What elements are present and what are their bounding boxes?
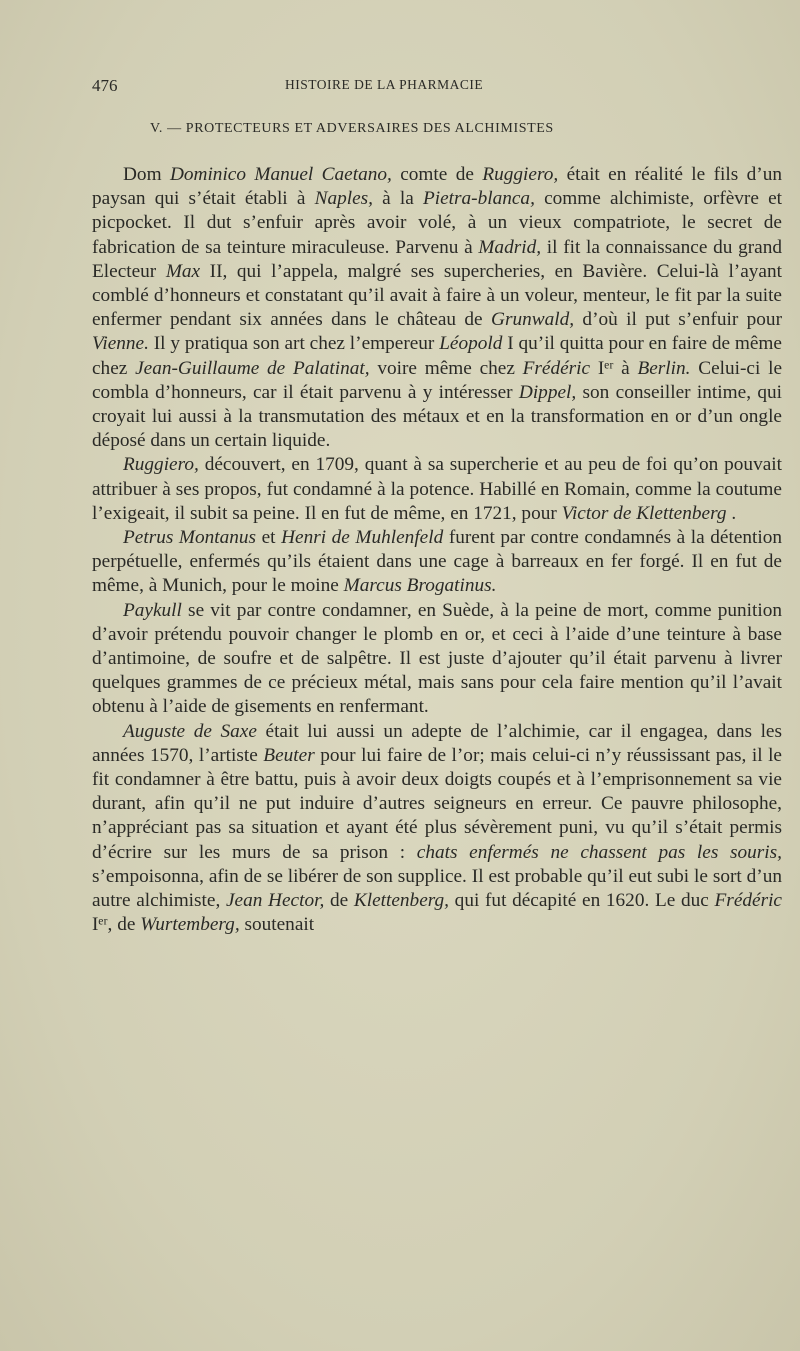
running-title: HISTOIRE DE LA PHARMACIE [285, 77, 484, 92]
paragraph-paykull: Paykull se vit par contre condamner, en Suède, à la peine de mort, comme punition d’avoir prétendu pouvoir changer le plomb en or, et ceci à l’aide d’une teinture à base d’antimoine, de soufre et de salpêtre. Il est juste d’ajouter qu’il était parvenu à livrer quelques grammes de ce précieux métal, mais sans pour cela faire mention qu’il l’avait obtenu à l’aide de gisements en renfermant. [92, 599, 782, 718]
paragraph-auguste-de-saxe: Auguste de Saxe était lui aussi un adepte de l’alchimie, car il engagea, dans les années 1570, l’artiste Beuter pour lui faire de l’or; mais celui-ci n’y réussissant pas, il le fit condamner à être battu, puis à avoir deux doigts coupés et à l’emprisonnement sa vie durant, afin qu’il ne put induire d’autres seigneurs en erreur. Ce pauvre philosophe, n’appréciant pas sa situation et ayant été plus sévèrement puni, vu qu’il s’était permis d’écrire sur les murs de sa prison : chats enfermés ne chassent pas les souris, s’empoisonna, afin de se libérer de son supplice. Il est probable qu’il eut subi le sort d’un autre alchimiste, Jean Hector, de Klettenberg, qui fut décapité en 1620. Le duc Frédéric Iᵉʳ, de Wurtemberg, soutenait [92, 720, 782, 936]
page-number: 476 [92, 76, 118, 95]
section-heading: V. — PROTECTEURS ET ADVERSAIRES DES ALCHIMISTES [150, 121, 554, 136]
paragraph-ruggiero-condemned: Ruggiero, découvert, en 1709, quant à sa supercherie et au peu de foi qu’on pouvait attribuer à ses propos, fut condamné à la potence. Habillé en Romain, comme la coutume l’exigeait, il subit sa peine. Il en fut de même, en 1721, pour Victor de Klettenberg . [92, 454, 782, 524]
paragraph-ruggiero: Dom Dominico Manuel Caetano, comte de Ruggiero, était en réalité le fils d’un paysan qui s’était établi à Naples, à la Pietra-blanca, comme alchimiste, orfèvre et picpocket. Il dut s’enfuir après avoir volé, à un vieux compatriote, le secret de fabrication de sa teinture miraculeuse. Parvenu à Madrid, il fit la connaissance du grand Electeur Max II, qui l’appela, malgré ses supercheries, en Bavière. Celui-là l’ayant comblé d’honneurs et constatant qu’il avait à faire à un voleur, menteur, le fit par la suite enfermer pendant six années dans le château de Grunwald, d’où il put s’enfuir pour Vienne. Il y pratiqua son art chez l’empereur Léopold I qu’il quitta pour en faire de même chez Jean-Guillaume de Palatinat, voire même chez Frédéric Iᵉʳ à Berlin. Celui-ci le combla d’honneurs, car il était parvenu à y intéresser Dippel, son conseiller intime, qui croyait lui aussi à la transmutation des métaux et en la transformation en or d’un ongle déposé dans un certain liquide. [92, 164, 783, 452]
body-text [92, 163, 782, 938]
paragraph-montanus: Petrus Montanus et Henri de Muhlenfeld furent par contre condamnés à la détention perpétuelle, enfermés qu’ils étaient dans une cage à barreaux en fer forgé. Il en fut de même, à Munich, pour le moine Marcus Brogatinus. [92, 527, 783, 597]
running-header [92, 74, 707, 98]
